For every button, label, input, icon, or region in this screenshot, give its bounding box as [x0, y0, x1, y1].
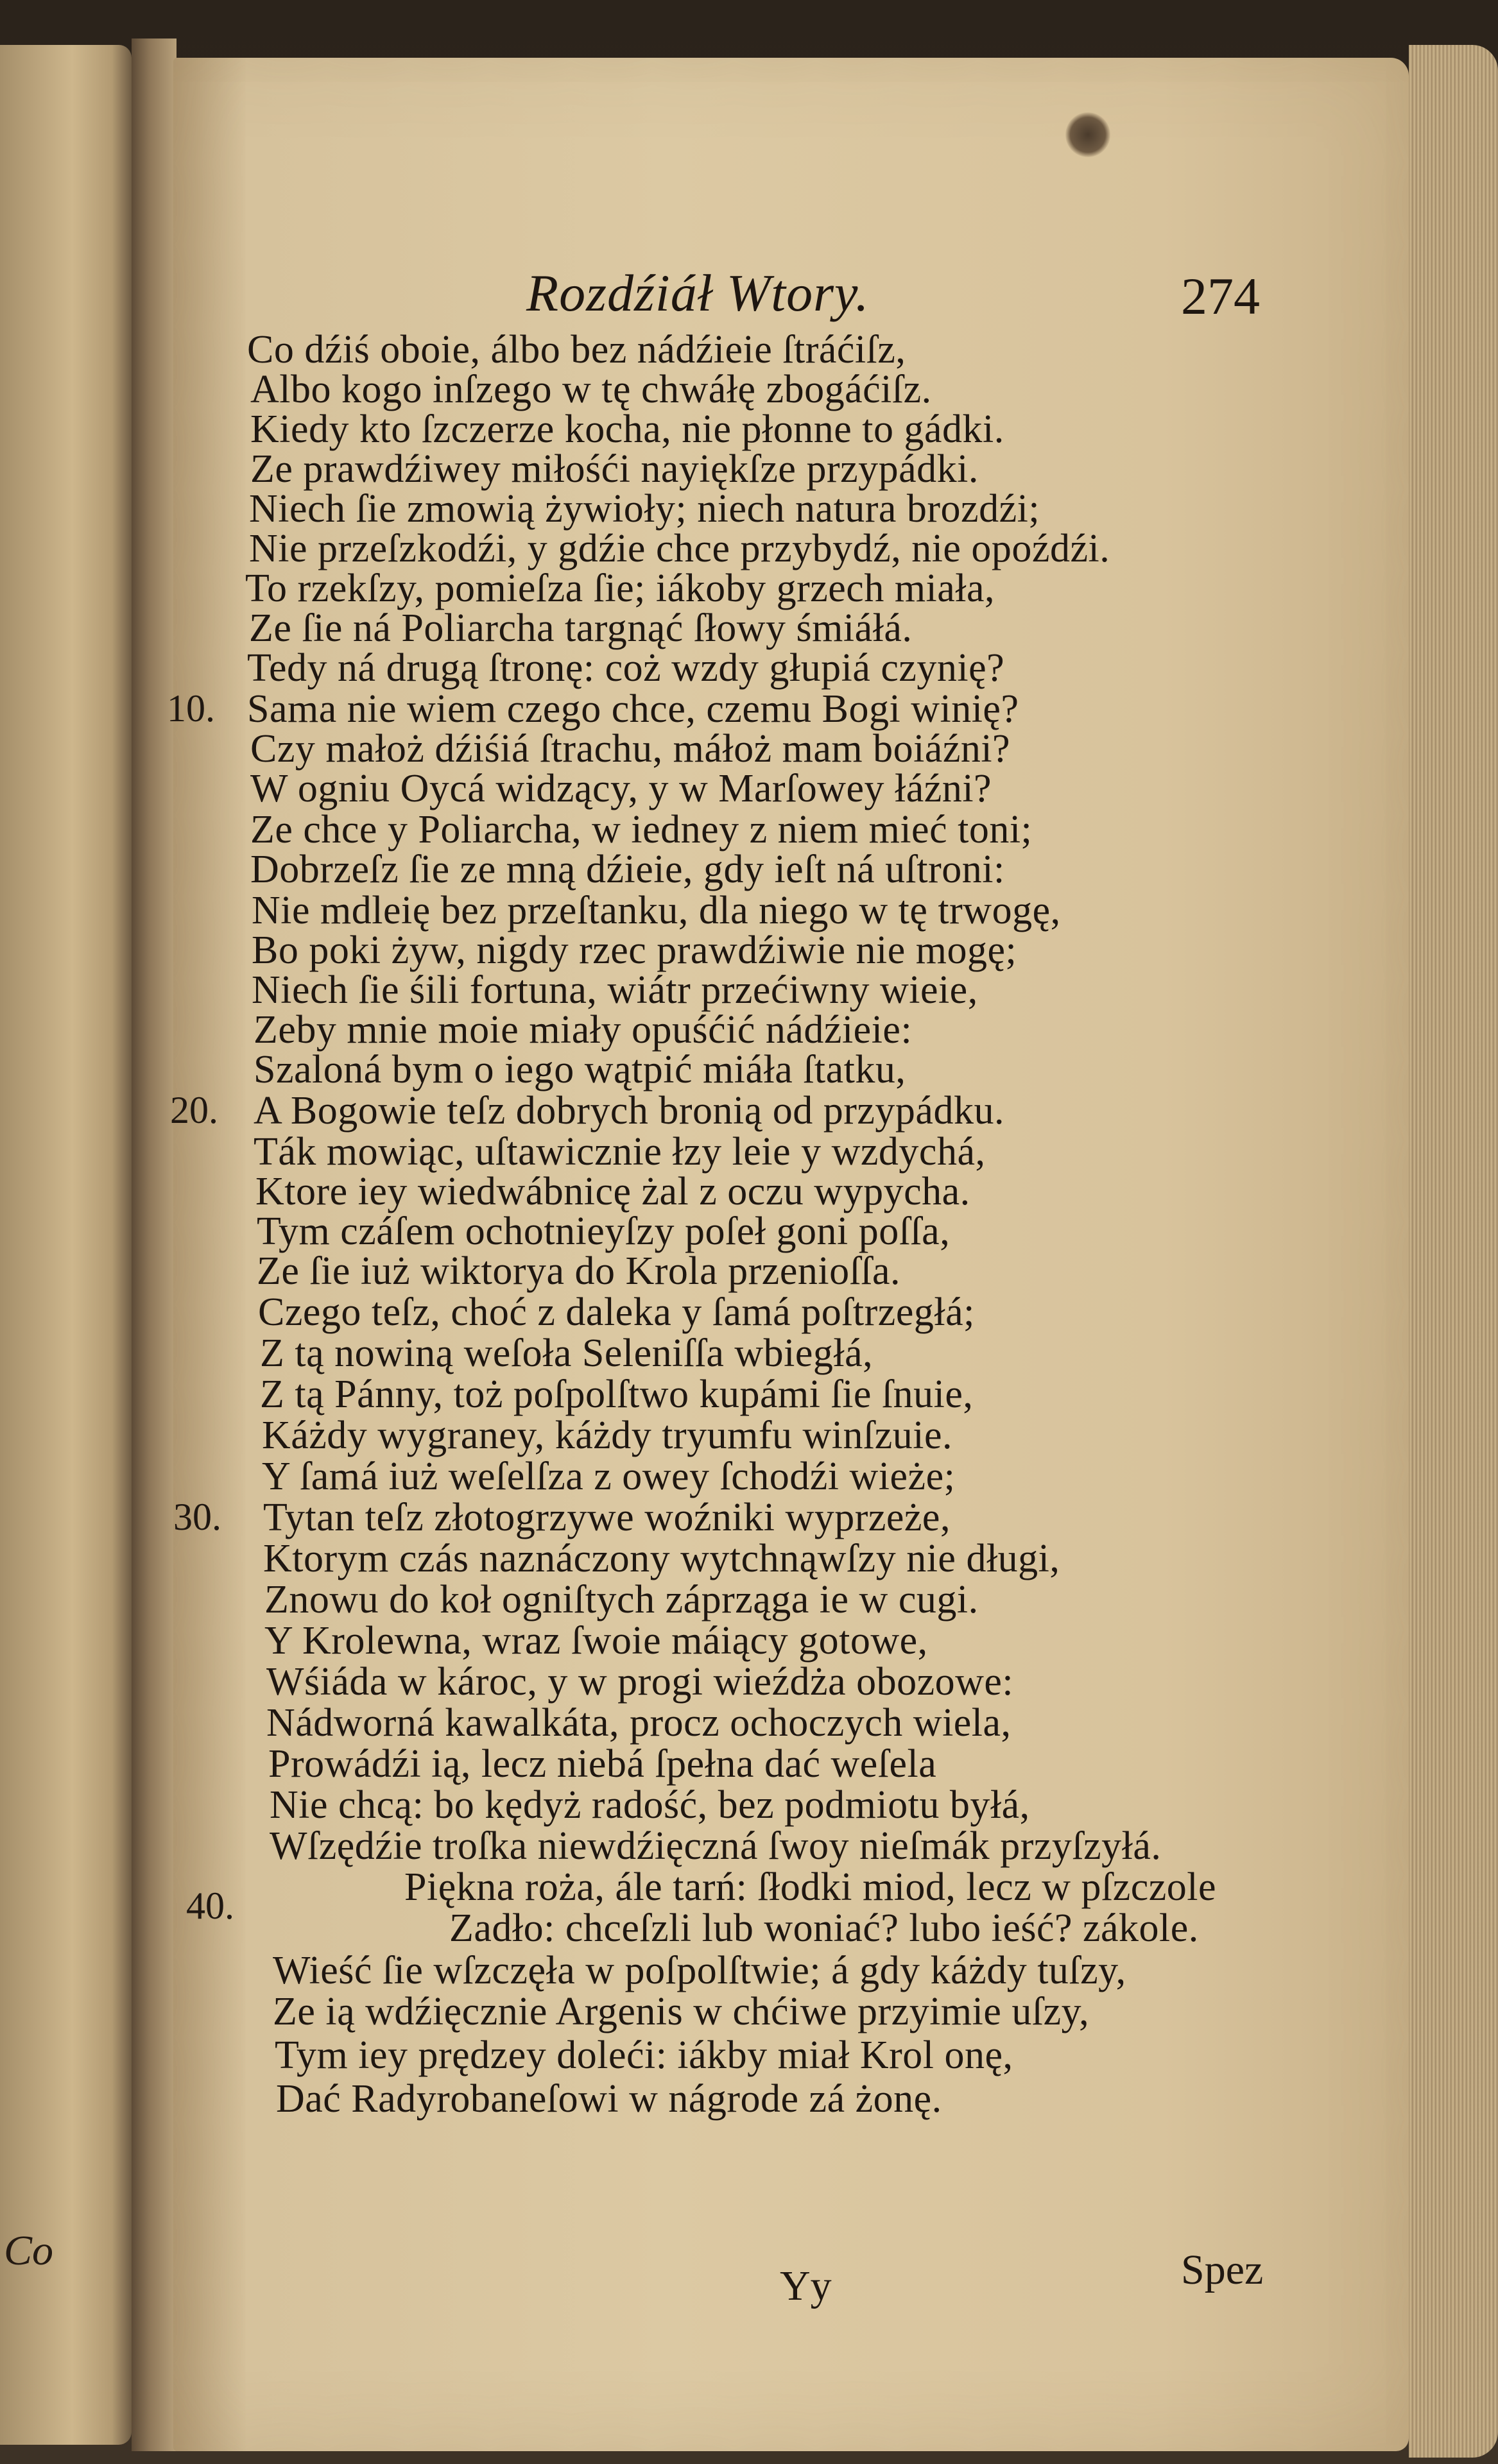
poem-line: Ze ſie iuż wiktorya do Krola przenioſſa.	[257, 1249, 901, 1293]
poem-line: Tedy ná drugą ſtronę: coż wzdy głupiá czynię?	[247, 646, 1005, 690]
catchword: Spez	[1181, 2246, 1264, 2293]
poem-line: Nie przeſzkodźi, y gdźie chce przybydź, nie opoźdźi.	[249, 527, 1110, 570]
left-page-catchword: Co	[4, 2227, 54, 2274]
line-number-20: 20.	[170, 1089, 218, 1131]
poem-line: Sama nie wiem czego chce, czemu Bogi winię?	[247, 687, 1019, 731]
ink-stain	[1065, 112, 1110, 157]
poem-line: Czego teſz, choć z daleka y ſamá poſtrzegłá;	[258, 1290, 975, 1334]
running-head: Rozdźiáł Wtory.	[526, 264, 870, 322]
gutter	[132, 38, 176, 2451]
signature-mark: Yy	[780, 2263, 832, 2309]
poem-line: Wſzędźie troſka niewdźięczná ſwoy nieſmák przyſzyłá.	[270, 1824, 1162, 1868]
poem-line: Ze ią wdźięcznie Argenis w chćiwe przyimie uſzy,	[273, 1990, 1090, 2033]
line-number-40: 40.	[186, 1885, 234, 1927]
page-number: 274	[1181, 267, 1260, 325]
poem-line: Nie mdleię bez przeſtanku, dla niego w tę trwogę,	[252, 889, 1061, 932]
page-edges	[1409, 45, 1498, 2458]
poem-line: Ktorym czás naznáczony wytchnąwſzy nie długi,	[263, 1537, 1060, 1580]
poem-line: Tym czáſem ochotnieyſzy poſeł goni poſſa,	[257, 1210, 951, 1253]
poem-line: Szaloná bym o iego wątpić miáła ſtatku,	[254, 1048, 906, 1091]
poem-line: Nie chcą: bo kędyż radość, bez podmiotu byłá,	[270, 1783, 1030, 1827]
poem-line: Ták mowiąc, uſtawicznie łzy leie y wzdychá,	[254, 1130, 986, 1174]
line-number-10: 10.	[167, 687, 215, 730]
poem-line: A Bogowie teſz dobrych bronią od przypádku.	[254, 1089, 1004, 1133]
poem-line: Ze chce y Poliarcha, w iedney z niem mieć toni;	[250, 808, 1033, 851]
poem-line: Z tą Pánny, toż poſpolſtwo kupámi ſie ſnuie,	[260, 1373, 974, 1416]
poem-line: Y ſamá iuż weſelſza z owey ſchodźi wieże;	[262, 1455, 956, 1498]
poem-line: Dobrzeſz ſie ze mną dźieie, gdy ieſt ná uſtroni:	[250, 848, 1005, 891]
poem-line: Dać Radyrobaneſowi w nágrode zá żonę.	[276, 2077, 942, 2121]
poem-line: To rzekſzy, pomieſza ſie; iákoby grzech miała,	[245, 567, 995, 610]
poem-line: Bo poki żyw, nigdy rzec prawdźiwie nie mogę;	[252, 928, 1017, 972]
poem-line: Albo kogo inſzego w tę chwáłę zbogáćiſz.	[250, 368, 932, 411]
line-number-30: 30.	[173, 1496, 221, 1538]
poem-line: Wieść ſie wſzczęła w poſpolſtwie; á gdy káżdy tuſzy,	[273, 1949, 1126, 1992]
poem-line: Znowu do koł ogniſtych záprząga ie w cugi.	[264, 1578, 979, 1621]
poem-line: Tytan teſz złotogrzywe woźniki wyprzeże,	[263, 1496, 951, 1539]
poem-line: Prowádźi ią, lecz niebá ſpełna dać weſela	[268, 1742, 937, 1786]
poem-line: Nádworná kawalkáta, procz ochoczych wiela,	[266, 1701, 1012, 1745]
poem-line: Z tą nowiną weſoła Seleniſſa wbiegłá,	[260, 1331, 874, 1375]
poem-line: Wśiáda w károc, y w progi wieźdża obozowe:	[266, 1660, 1014, 1704]
poem-line: Kiedy kto ſzczerze kocha, nie płonne to gádki.	[250, 407, 1004, 451]
poem-line: Y Krolewna, wraz ſwoie máiący gotowe,	[264, 1619, 928, 1663]
poem-line: Ze prawdźiwey miłośći nayiękſze przypádki.	[250, 447, 979, 491]
poem-line: Ze ſie ná Poliarcha targnąć ſłowy śmiáłá.	[249, 606, 913, 650]
left-page	[0, 45, 132, 2445]
poem-line: Piękna roża, ále tarń: ſłodki miod, lecz w pſzczole	[404, 1865, 1217, 1909]
poem-line: Co dźiś oboie, álbo bez nádźieie ſtráćiſz,	[247, 328, 906, 372]
poem-line: Czy małoż dźiśiá ſtrachu, máłoż mam boiáźni?	[250, 727, 1011, 771]
poem-line: Tym iey prędzey doleći: iákby miał Krol onę,	[275, 2033, 1013, 2077]
poem-line: Niech ſie śili fortuna, wiátr przećiwny wieie,	[252, 968, 978, 1012]
poem-line: Zadło: chceſzli lub woniać? lubo ieść? zákole.	[449, 1906, 1199, 1950]
poem-line: Káżdy wygraney, káżdy tryumfu winſzuie.	[262, 1414, 953, 1457]
poem-line: Zeby mnie moie miały opuśćić nádźieie:	[254, 1008, 913, 1052]
poem-line: Ktore iey wiedwábnicę żal z oczu wypycha.	[255, 1170, 970, 1213]
poem-line: Niech ſie zmowią żywioły; niech natura brozdźi;	[249, 487, 1040, 531]
poem-line: W ogniu Oycá widzący, y w Marſowey łáźni?	[250, 767, 992, 810]
